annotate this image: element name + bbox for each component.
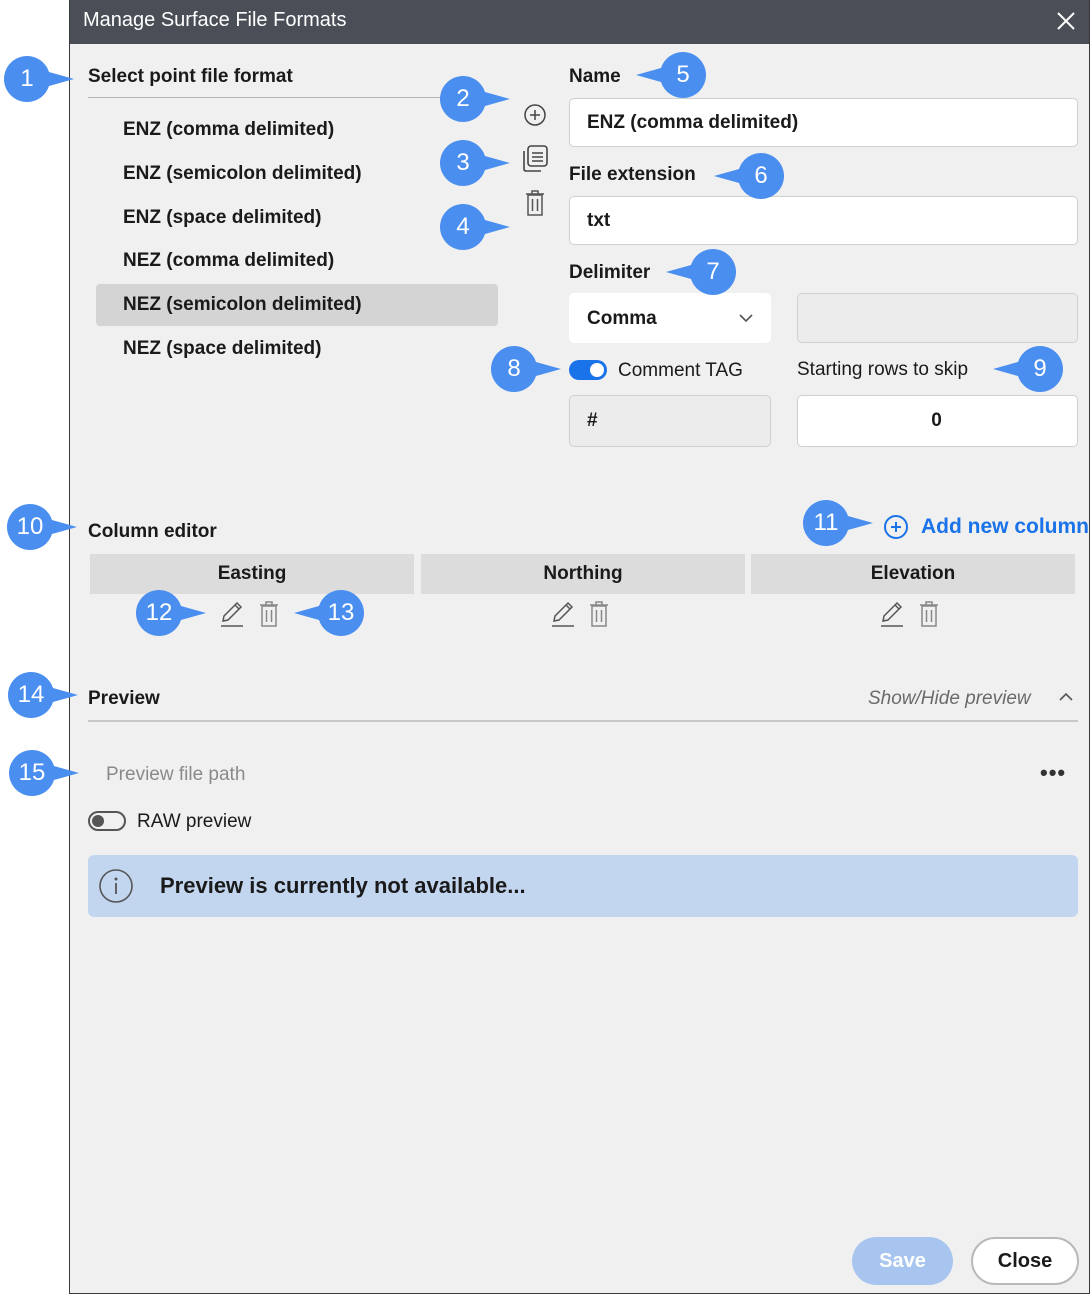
edit-pencil-icon[interactable] [878,600,906,628]
callout-number: 10 [16,513,44,540]
copy-icon[interactable] [519,144,551,174]
callout-number: 4 [456,213,470,240]
format-list-heading: Select point file format [88,66,293,87]
info-icon [98,868,134,904]
trash-icon[interactable] [588,600,610,628]
callout-number: 15 [18,759,46,786]
callout-marker [9,750,65,796]
format-list-item[interactable]: ENZ (comma delimited) [123,119,335,140]
callout-marker [491,346,547,392]
preview-heading: Preview [88,688,160,709]
comment-tag-toggle[interactable] [569,360,607,380]
delimiter-select[interactable] [569,293,771,343]
chevron-up-icon[interactable] [1058,690,1074,704]
save-button[interactable]: Save [852,1237,953,1285]
comment-tag-label: Comment TAG [618,360,743,381]
close-button[interactable]: Close [971,1237,1079,1285]
column-header-northing[interactable]: Northing [421,554,745,594]
raw-preview-label: RAW preview [137,811,252,832]
trash-icon[interactable] [258,600,280,628]
plus-circle-icon[interactable] [523,103,547,127]
add-column-label: Add new column [921,515,1089,538]
skip-rows-label: Starting rows to skip [797,359,969,380]
plus-circle-icon [883,514,909,540]
edit-pencil-icon[interactable] [549,600,577,628]
name-label: Name [569,66,621,87]
callout-marker [440,140,496,186]
callout-marker [714,153,770,199]
callout-number: 14 [17,681,45,708]
file-extension-label: File extension [569,164,696,185]
callout-number: 5 [676,61,690,88]
callout-marker [4,56,60,102]
file-extension-input[interactable] [569,196,1078,245]
chevron-down-icon [738,312,754,324]
callout-marker [136,590,192,636]
preview-info-bar [88,855,1078,917]
preview-file-path-input[interactable]: Preview file path [106,764,246,785]
callout-number: 11 [813,509,839,536]
callout-marker [440,204,496,250]
raw-preview-toggle[interactable] [88,811,126,831]
callout-number: 9 [1033,355,1047,382]
delimiter-value: Comma [587,308,657,329]
heading-divider [88,97,500,98]
format-list-item[interactable]: NEZ (comma delimited) [123,250,335,271]
trash-icon[interactable] [918,600,940,628]
browse-more-icon[interactable]: ••• [1040,760,1067,785]
format-list-item-selected[interactable]: NEZ (semicolon delimited) [96,284,498,326]
callout-marker [636,52,692,98]
callout-number: 13 [327,599,355,626]
comment-tag-input[interactable] [569,395,771,447]
show-hide-preview-link[interactable]: Show/Hide preview [868,688,1031,709]
callout-number: 1 [20,65,34,92]
name-input[interactable] [569,98,1078,147]
title-bar [70,0,1089,44]
format-list-item[interactable]: ENZ (space delimited) [123,207,322,228]
column-header-elevation[interactable]: Elevation [751,554,1075,594]
custom-delimiter-input[interactable] [797,293,1078,343]
callout-number: 2 [456,85,470,112]
callout-marker [803,500,859,546]
edit-pencil-icon[interactable] [218,600,246,628]
skip-rows-input[interactable] [797,395,1078,447]
close-icon[interactable] [1053,8,1079,34]
preview-divider [88,720,1078,722]
format-list-item[interactable]: ENZ (semicolon delimited) [123,163,362,184]
column-header-easting[interactable]: Easting [90,554,414,594]
callout-marker [666,249,722,295]
callout-marker [7,504,63,550]
callout-marker [440,76,496,122]
callout-number: 8 [507,355,521,382]
window-title: Manage Surface File Formats [83,9,347,31]
trash-icon[interactable] [524,189,546,217]
callout-marker [8,672,64,718]
column-editor-heading: Column editor [88,521,217,542]
callout-number: 3 [456,149,470,176]
callout-number: 12 [145,599,173,626]
delimiter-label: Delimiter [569,262,651,283]
callout-number: 7 [706,258,720,285]
callout-number: 6 [754,162,768,189]
manage-formats-dialog [69,0,1090,1294]
preview-message: Preview is currently not available... [160,873,526,898]
callout-marker [294,590,355,636]
format-list-item[interactable]: NEZ (space delimited) [123,338,322,359]
callout-marker [993,346,1049,392]
